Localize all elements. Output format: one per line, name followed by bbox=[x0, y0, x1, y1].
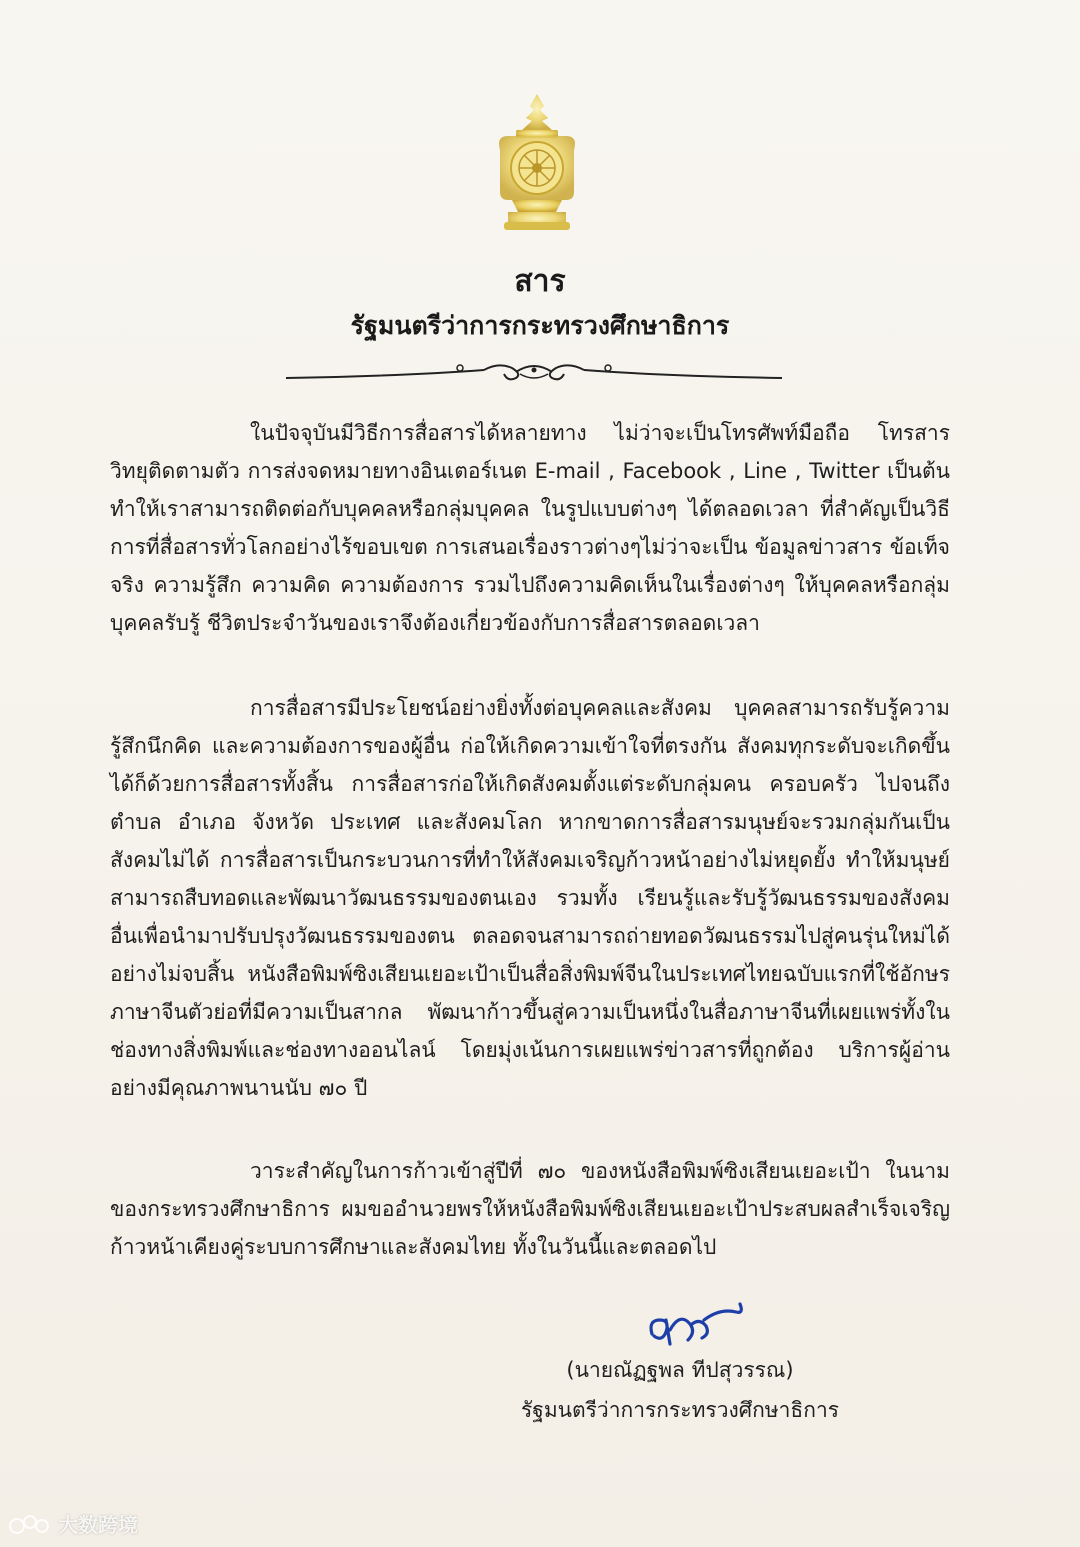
signatory-name: (นายณัฏฐพล ทีปสุวรรณ) bbox=[566, 1358, 794, 1382]
page-title: สาร bbox=[514, 264, 566, 299]
handwritten-signature-icon bbox=[640, 1290, 750, 1354]
watermark-logo-icon bbox=[8, 1511, 52, 1537]
page-subtitle: รัฐมนตรีว่าการกระทรวงศึกษาธิการ bbox=[350, 311, 730, 340]
signature-block bbox=[500, 1350, 860, 1430]
ornamental-divider-icon bbox=[284, 352, 784, 388]
watermark bbox=[8, 1509, 138, 1538]
paragraph-2: การสื่อสารมีประโยชน์อย่างยิ่งทั้งต่อบุคคลและสังคม บุคคลสามารถรับรู้ความรู้สึกนึกคิด และความต้องการของผู้อื่น ก่อให้เกิดความเข้าใจที่ตรงกัน สังคมทุกระดับจะเกิดขึ้นได้ก็ด้วยการสื่อสารทั้งสิ้น การสื่อสารก่อให้เกิดสังคมตั้งแต่ระดับกลุ่มคน ครอบครัว ไปจนถึงตำบล อำเภอ จังหวัด ประเทศ และสังคมโลก หากขาดการสื่อสารมนุษย์จะรวมกลุ่มกันเป็นสังคมไม่ได้ การสื่อสารเป็นกระบวนการที่ทำให้สังคมเจริญก้าวหน้าอย่างไม่หยุดยั้ง ทำให้มนุษย์สามารถสืบทอดและพัฒนาวัฒนธรรมของตนเอง รวมทั้ง เรียนรู้และรับรู้วัฒนธรรมของสังคมอื่นเพื่อนำมาปรับปรุงวัฒนธรรมของตน ตลอดจนสามารถถ่ายทอดวัฒนธรรมไปสู่คนรุ่นใหม่ได้อย่างไม่จบสิ้น หนังสือพิมพ์ซิงเสียนเยอะเป้าเป็นสื่อสิ่งพิมพ์จีนในประเทศไทยฉบับแรกที่ใช้อักษรภาษาจีนตัวย่อที่มีความเป็นสากล พัฒนาก้าวขึ้นสู่ความเป็นหนึ่งในสื่อภาษาจีนที่เผยแพร่ทั้งในช่องทางสิ่งพิมพ์และช่องทางออนไลน์ โดยมุ่งเน้นการเผยแพร่ข่าวสารที่ถูกต้อง บริการผู้อ่านอย่างมีคุณภาพนานนับ ๗๐ ปี bbox=[110, 696, 950, 1100]
watermark-text: 大数跨境 bbox=[58, 1513, 138, 1537]
paragraph-3: วาระสำคัญในการก้าวเข้าสู่ปีที่ ๗๐ ของหนังสือพิมพ์ซิงเสียนเยอะเป้า ในนามของกระทรวงศึกษาธิการ ผมขออำนวยพรให้หนังสือพิมพ์ซิงเสียนเยอะเป้าประสบผลสำเร็จเจริญก้าวหน้าเคียงคู่ระบบการศึกษาและสังคมไทย ทั้งในวันนี้และตลอดไป bbox=[110, 1159, 950, 1259]
paragraph-1: ในปัจจุบันมีวิธีการสื่อสารได้หลายทาง ไม่ว่าจะเป็นโทรศัพท์มือถือ โทรสาร วิทยุติดตามตัว การส่งจดหมายทางอินเตอร์เนต E-mail , Facebook , Line , Twitter เป็นต้น ทำให้เราสามารถติดต่อกับบุคคลหรือกลุ่มบุคคล ในรูปแบบต่างๆ ได้ตลอดเวลา ที่สำคัญเป็นวิธีการที่สื่อสารทั่วโลกอย่างไร้ขอบเขต การเสนอเรื่องราวต่างๆไม่ว่าจะเป็น ข้อมูลข่าวสาร ข้อเท็จจริง ความรู้สึก ความคิด ความต้องการ รวมไปถึงความคิดเห็นในเรื่องต่างๆ ให้บุคคลหรือกลุ่มบุคคลรับรู้ ชีวิตประจำวันของเราจึงต้องเกี่ยวข้องกับการสื่อสารตลอดเวลา bbox=[110, 421, 950, 635]
ministry-emblem-icon bbox=[482, 88, 592, 238]
signatory-title: รัฐมนตรีว่าการกระทรวงศึกษาธิการ bbox=[520, 1398, 840, 1422]
